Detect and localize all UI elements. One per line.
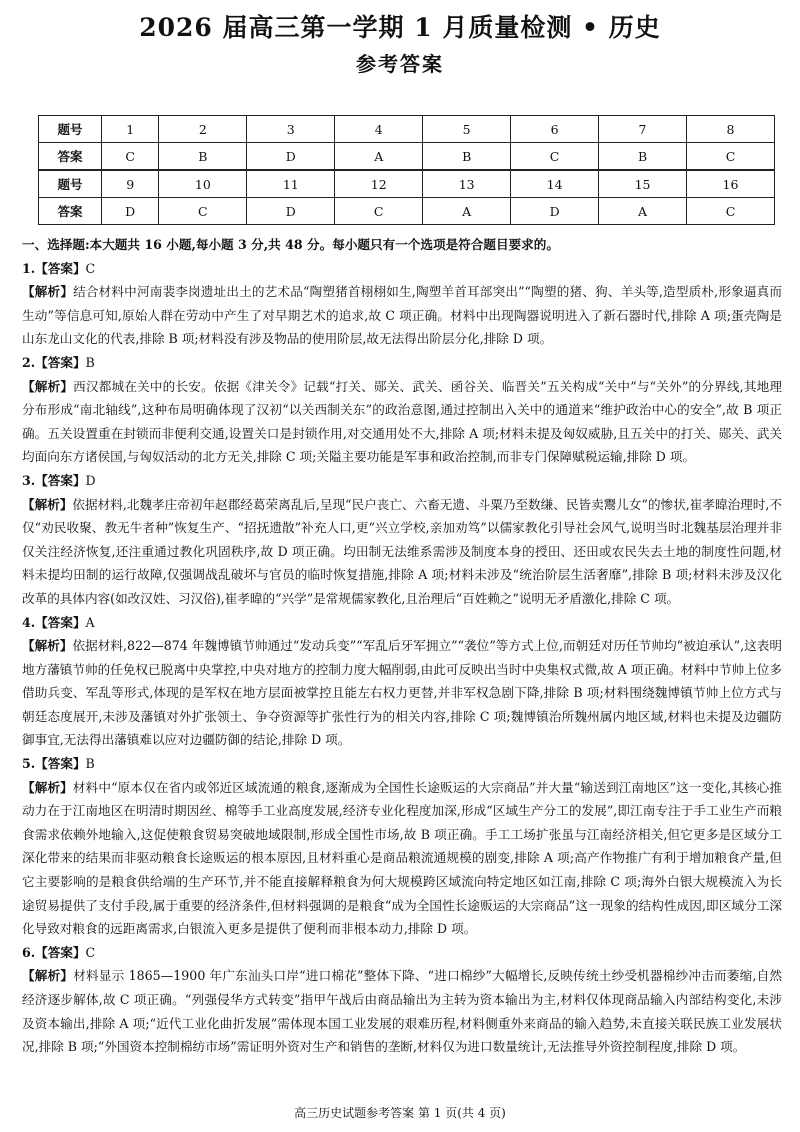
explanation-paragraph: [22, 634, 782, 752]
explanation-paragraph: [22, 776, 782, 941]
question-number-row: [39, 170, 775, 198]
answer-cell: A: [423, 198, 511, 225]
answer-line: [22, 257, 782, 281]
section-heading: 一、选择题:本大题共 16 小题,每小题 3 分,共 48 分。每小题只有一个选项是符合题目要求的。: [22, 237, 559, 252]
question-number-cell: 6: [511, 116, 599, 143]
explanation-paragraph: [22, 375, 782, 469]
question-number-cell: 11: [247, 170, 335, 198]
answer-value: A: [85, 614, 95, 630]
question-number-cell: 10: [159, 170, 247, 198]
answer-row-label: 答案: [39, 143, 102, 171]
answer-cell: C: [687, 143, 775, 171]
question-number-cell: 5: [423, 116, 511, 143]
question-number-row-label: 题号: [39, 116, 102, 143]
explanation-text: 结合材料中河南裴李岗遗址出土的艺术品“陶塑猪首栩栩如生,陶塑羊首耳部突出”“陶塑的猪、狗、羊头等,造型质朴,形象逼真而生动”等信息可知,原始人群在劳动中产生了对早期艺术的追求,故 C 项正确。材料中出现陶器说明进入了新石器时代,排除 A 项;蛋壳陶是山东龙山文化的代表,排除 B 项;材料没有涉及物品的使用阶层,故无法得出阶层分化,排除 D 项。: [22, 284, 783, 347]
explanation-tag: 【解析】: [22, 496, 73, 512]
answer-cell: D: [102, 198, 159, 225]
question-number: 2.: [22, 354, 36, 370]
question-number: 3.: [22, 472, 36, 488]
answer-cell: A: [335, 143, 423, 171]
answer-row-label: 答案: [39, 198, 102, 225]
answer-row: [39, 198, 775, 225]
question-number-cell: 2: [159, 116, 247, 143]
answer-value: B: [85, 756, 95, 772]
explanation-text: 西汉都城在关中的长安。依据《津关令》记载“打关、郧关、武关、函谷关、临晋关”五关构成“关中”与“关外”的分界线,其地理分布形成“南北轴线”,这种布局明确体现了汉初“以关西制关东”的政治意图,通过控制出入关中的通道来“维护政治中心的安全”,故 B 项正确。五关设置重在封锁而非便利交通,设置关口是封锁作用,对交通用处不大,排除 A 项;材料未提及匈奴威胁,且五关中的打关、郧关、武关均面向东方诸侯国,与匈奴活动的北方无关,排除 C 项;关隘主要功能是军事和政治控制,而非专门保障赋税运输,排除 D 项。: [22, 378, 782, 465]
answer-tag: 【答案】: [35, 756, 86, 772]
answer-line: [22, 752, 782, 776]
answer-table: [38, 115, 775, 225]
question-number: 1.: [22, 260, 36, 276]
explanation-text: 依据材料,北魏孝庄帝初年赵郡经葛荣离乱后,呈现“民户丧亡、六畜无遗、斗粟乃至数缣、民皆卖鬻儿女”的惨状,崔孝暐治理时,不仅“劝民收聚、教无牛者种”恢复生产、“招抚遗散”补充人口,更“兴立学校,亲加劝笃”以儒家教化引导社会风气,说明当时北魏基层治理并非仅关注经济恢复,还注重通过教化巩固秩序,故 D 项正确。均田制无法维系需涉及制度本身的授田、还田或农民失去土地的制度性问题,材料未提均田制的运行故障,仅强调战乱破坏与官员的临时恢复措施,排除 A 项;材料未涉及“统治阶层生活奢靡”,排除 B 项;材料未涉及汉化改革的具体内容(如改汉姓、习汉俗),崔孝暐的“兴学”是常规儒家教化,且治理后“百姓赖之”说明无矛盾激化,排除 C 项。: [22, 496, 783, 606]
question-number-cell: 7: [599, 116, 687, 143]
answer-explanations: [22, 233, 782, 1059]
page-title: 2026 届高三第一学期 1 月质量检测 • 历史: [139, 13, 661, 42]
question-number: 4.: [22, 614, 36, 630]
question-number-cell: 15: [599, 170, 687, 198]
answer-cell: D: [247, 143, 335, 171]
answer-cell: C: [335, 198, 423, 225]
question-number: 6.: [22, 944, 36, 960]
question-number-row: [39, 116, 775, 143]
answer-tag: 【答案】: [35, 354, 86, 370]
question-item: [22, 351, 782, 469]
question-number-cell: 4: [335, 116, 423, 143]
explanation-paragraph: [22, 493, 782, 611]
answer-value: B: [85, 354, 95, 370]
answer-cell: B: [599, 143, 687, 171]
explanation-paragraph: [22, 964, 782, 1058]
answer-cell: B: [159, 143, 247, 171]
explanation-tag: 【解析】: [22, 968, 74, 984]
question-number-cell: 16: [687, 170, 775, 198]
question-number-row-label: 题号: [39, 170, 102, 198]
question-number-cell: 12: [335, 170, 423, 198]
answer-line: [22, 611, 782, 635]
answer-row: [39, 143, 775, 171]
answer-value: C: [85, 260, 96, 276]
explanation-paragraph: [22, 280, 782, 351]
answer-cell: A: [599, 198, 687, 225]
answer-line: [22, 469, 782, 493]
answer-tag: 【答案】: [35, 472, 86, 488]
answer-line: [22, 941, 782, 965]
question-number-cell: 9: [102, 170, 159, 198]
explanation-tag: 【解析】: [22, 378, 74, 394]
answer-tag: 【答案】: [35, 614, 86, 630]
page-subtitle: 参考答案: [356, 52, 444, 76]
answer-cell: B: [423, 143, 511, 171]
answer-cell: D: [511, 198, 599, 225]
question-item: [22, 752, 782, 941]
answer-cell: C: [511, 143, 599, 171]
answer-tag: 【答案】: [35, 260, 86, 276]
explanation-tag: 【解析】: [22, 638, 73, 654]
page-footer: 高三历史试题参考答案 第 1 页(共 4 页): [294, 1106, 506, 1120]
question-item: [22, 469, 782, 611]
answer-value: D: [85, 472, 96, 488]
explanation-tag: 【解析】: [22, 779, 73, 795]
answer-cell: C: [159, 198, 247, 225]
answer-cell: D: [247, 198, 335, 225]
explanation-text: 材料中“原本仅在省内或邻近区域流通的粮食,逐渐成为全国性长途贩运的大宗商品”并大量“输送到江南地区”这一变化,其核心推动力在于江南地区在明清时期因丝、棉等手工业高度发展,经济专业化程度加深,形成“区域生产分工的发展”,即江南专注于手工业生产而粮食需求依赖外地输入,这促使粮食贸易突破地域限制,形成全国性市场,故 B 项正确。手工工场扩张虽与江南经济相关,但它更多是区域分工深化带来的结果而非驱动粮食长途贩运的根本原因,且材料重心是商品粮流通规模的剧变,排除 A 项;高产作物推广有利于增加粮食产量,但它主要影响的是粮食供给端的生产环节,并不能直接解释粮食为何大规模跨区域流向特定地区如江南,排除 C 项;海外白银大规模流入为长途贸易提供了支付手段,属于重要的经济条件,但材料强调的是粮食“成为全国性长途贩运的大宗商品”这一现象的结构性成因,即区域分工深化导致对粮食的远距离需求,白银流入更多是提供了便利而非根本动力,排除 D 项。: [22, 779, 782, 937]
answer-cell: C: [687, 198, 775, 225]
answer-line: [22, 351, 782, 375]
answer-value: C: [85, 944, 96, 960]
question-number-cell: 14: [511, 170, 599, 198]
question-item: [22, 611, 782, 753]
answer-cell: C: [102, 143, 159, 171]
question-number-cell: 8: [687, 116, 775, 143]
question-item: [22, 257, 782, 351]
question-item: [22, 941, 782, 1059]
question-number-cell: 13: [423, 170, 511, 198]
explanation-text: 材料显示 1865—1900 年广东汕头口岸“进口棉花”整体下降、“进口棉纱”大幅增长,反映传统土纱受机器棉纱冲击而萎缩,自然经济逐步解体,故 C 项正确。“列强侵华方式转变”指甲午战后由商品输出为主转为资本输出为主,材料仅体现商品输入内部结构变化,未涉及资本输出,排除 A 项;“近代工业化曲折发展”需体现本国工业发展的艰难历程,材料侧重外来商品的输入趋势,未直接关联民族工业发展状况,排除 B 项;“外国资本控制棉纺市场”需证明外资对生产和销售的垄断,材料仅为进口数量统计,无法推导外资控制程度,排除 D 项。: [22, 968, 783, 1055]
question-number: 5.: [22, 756, 36, 772]
question-number-cell: 3: [247, 116, 335, 143]
explanation-text: 依据材料,822—874 年魏博镇节帅通过“发动兵变”“军乱后牙军拥立”“袭位”等方式上位,而朝廷对历任节帅均“被迫承认”,这表明地方藩镇节帅的任免权已脱离中央掌控,中央对地方的控制力度大幅削弱,由此可反映出当时中央集权式微,故 A 项正确。材料中节帅上位多借助兵变、军乱等形式,体现的是军权在地方层面被掌控且能左右权力更替,并非军权急剧下降,排除 B 项;材料围绕魏博镇节帅上位方式与朝廷态度展开,未涉及藩镇对外扩张领土、争夺资源等扩张性行为的相关内容,排除 C 项;魏博镇治所魏州属内地区域,材料也未提及边疆防御事宜,无法得出藩镇难以应对边疆防御的结论,排除 D 项。: [22, 638, 782, 748]
explanation-tag: 【解析】: [22, 284, 74, 300]
question-number-cell: 1: [102, 116, 159, 143]
answer-tag: 【答案】: [35, 944, 86, 960]
